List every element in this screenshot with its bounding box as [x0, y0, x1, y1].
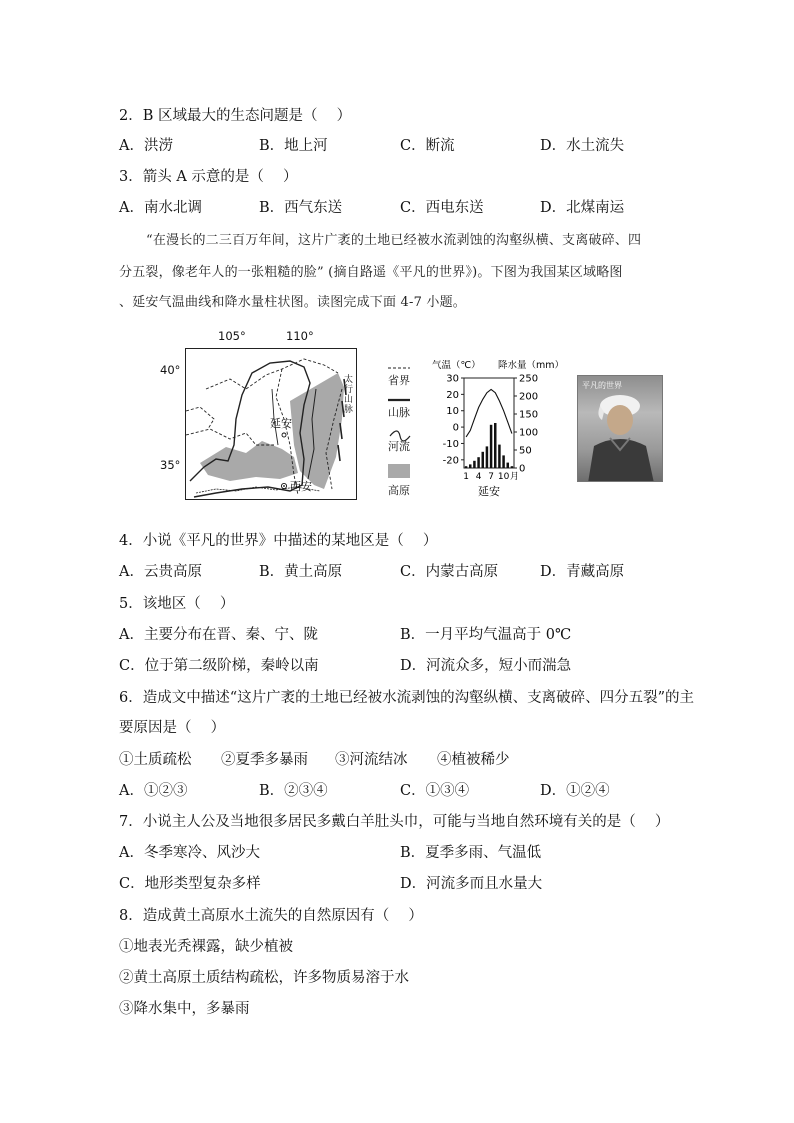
plateau-area-east [290, 373, 344, 489]
q6-options [119, 779, 679, 801]
q2-option-d: D．水土流失 [540, 138, 625, 154]
q2-option-a: A．洪涝 [119, 138, 173, 154]
precip-tick-label: 150 [519, 409, 539, 421]
q5-option-a: A．主要分布在晋、秦、宁、陇 [119, 627, 318, 643]
q6-item-4: ④植被稀少 [437, 752, 510, 768]
temp-tick-label: 30 [446, 373, 459, 385]
legend-plateau: 高原 [388, 484, 410, 497]
temp-tick-label: -20 [442, 455, 459, 467]
q6-item-3: ③河流结冰 [335, 752, 408, 768]
precip-bar-month-6 [486, 446, 489, 468]
map-lon-105: 105° [218, 329, 246, 343]
precip-tick-label: 0 [519, 463, 526, 475]
precip-bar-month-12 [511, 466, 514, 468]
precip-bar-month-8 [494, 423, 497, 468]
month-tick-label: 7 [488, 472, 494, 482]
month-axis-label: 月 [510, 472, 520, 482]
precip-bar-month-2 [469, 464, 472, 468]
q2-stem: 2．B 区域最大的生态问题是（ ） [119, 108, 352, 124]
precip-bar-month-1 [465, 466, 468, 468]
q6-item-1: ①土质疏松 [119, 752, 192, 768]
precip-tick-label: 50 [519, 445, 532, 457]
q4-options [119, 560, 679, 582]
taihang-label: 太行山脉 [344, 375, 354, 415]
q8-item-2: ②黄土高原土质结构疏松，许多物质易溶于水 [119, 970, 409, 986]
legend-boundary: 省界 [388, 374, 410, 387]
q8-item-1: ①地表光秃裸露，缺少植被 [119, 939, 293, 955]
q6-stem-line-2: 要原因是（ ） [119, 720, 226, 736]
precip-bar-month-10 [502, 455, 505, 468]
q3-options [119, 196, 679, 218]
plateau-area-west [200, 441, 298, 481]
q6-items [119, 748, 679, 770]
passage-line-2: 分五裂，像老年人的一张粗糙的脸” (摘自路遥《平凡的世界》)。下图为我国某区域略图 [119, 265, 623, 280]
temp-tick-label: 10 [446, 406, 459, 418]
climate-chart [420, 360, 570, 512]
q7-option-b: B．夏季多雨、气温低 [400, 845, 542, 861]
xian-dot-center [283, 485, 285, 487]
precip-axis-title: 降水量（mm） [498, 360, 565, 371]
q3-option-d: D．北煤南运 [540, 200, 625, 216]
q4-stem: 4．小说《平凡的世界》中描述的某地区是（ ） [119, 533, 438, 549]
precip-tick-label: 250 [519, 373, 539, 385]
temp-tick-label: 20 [446, 389, 459, 401]
q5-option-d: D．河流众多，短小而湍急 [400, 658, 572, 674]
q7-option-d: D．河流多而且水量大 [400, 876, 543, 892]
month-tick-label: 1 [463, 472, 469, 482]
q8-item-3: ③降水集中，多暴雨 [119, 1001, 250, 1017]
month-tick-label: 10 [497, 472, 510, 482]
q7-option-a: A．冬季寒冷、风沙大 [119, 845, 260, 861]
q2-options [119, 134, 679, 156]
q6-option-d: D．①②④ [540, 783, 610, 799]
legend-plateau-symbol [388, 464, 410, 478]
q7-stem: 7．小说主人公及当地很多居民多戴白羊肚头巾，可能与当地自然环境有关的是（ ） [119, 814, 670, 830]
q5-option-b: B．一月平均气温高于 0℃ [400, 627, 572, 643]
precip-bar-month-3 [473, 461, 476, 468]
precip-tick-label: 100 [519, 427, 539, 439]
q3-option-c: C．西电东送 [400, 200, 484, 216]
month-tick-label: 4 [475, 472, 482, 482]
precip-bar-month-9 [498, 445, 501, 468]
xian-label: 西安 [290, 480, 312, 493]
figure-area [158, 326, 678, 516]
q5-option-c: C．位于第二级阶梯，秦岭以南 [119, 658, 319, 674]
map-lat-40: 40° [160, 363, 181, 377]
face [607, 405, 633, 435]
region-map [185, 348, 357, 500]
q5-options-row-1 [119, 623, 679, 645]
person-figure [578, 376, 663, 482]
chart-title: 延安 [478, 485, 500, 498]
temp-tick-label: 0 [452, 422, 459, 434]
body [588, 439, 654, 482]
precip-tick-label: 200 [519, 391, 539, 403]
passage-line-1: “在漫长的二三百万年间，这片广袤的土地已经被水流剥蚀的沟壑纵横、支离破碎、四 [146, 233, 642, 248]
legend-river: 河流 [388, 440, 410, 453]
map-lat-35: 35° [160, 458, 181, 472]
passage-line-3: 、延安气温曲线和降水量柱状图。读图完成下面 4-7 小题。 [119, 295, 466, 310]
province-boundary-5 [186, 407, 214, 429]
q6-option-c: C．①③④ [400, 783, 470, 799]
precip-bar-month-11 [507, 463, 510, 468]
q4-option-c: C．内蒙古高原 [400, 564, 499, 580]
yanan-dot [282, 433, 286, 437]
q6-option-a: A．①②③ [119, 783, 188, 799]
q4-option-d: D．青藏高原 [540, 564, 625, 580]
q6-option-b: B．②③④ [259, 783, 328, 799]
q4-option-a: A．云贵高原 [119, 564, 202, 580]
temperature-curve [466, 390, 512, 437]
q7-option-c: C．地形类型复杂多样 [119, 876, 261, 892]
q6-stem-line-1: 6．造成文中描述“这片广袤的土地已经被水流剥蚀的沟壑纵横、支离破碎、四分五裂”的主 [119, 690, 695, 706]
novel-photo [577, 375, 663, 482]
legend-mountain: 山脉 [388, 406, 410, 419]
q6-item-2: ②夏季多暴雨 [221, 752, 308, 768]
q4-option-b: B．黄土高原 [259, 564, 343, 580]
map-lon-110: 110° [286, 329, 314, 343]
q3-option-b: B．西气东送 [259, 200, 343, 216]
temp-axis-title: 气温（℃） [432, 360, 481, 371]
photo-caption: 平凡的世界 [582, 381, 622, 390]
q5-options-row-2 [119, 654, 679, 676]
temp-tick-label: -10 [442, 438, 459, 450]
precip-bar-month-7 [490, 425, 493, 468]
q2-option-c: C．断流 [400, 138, 455, 154]
q2-option-b: B．地上河 [259, 138, 328, 154]
q3-stem: 3．箭头 A 示意的是（ ） [119, 169, 298, 185]
q7-options-row-2 [119, 872, 679, 894]
precip-bar-month-4 [477, 457, 480, 468]
precip-bar-month-5 [482, 452, 485, 468]
yanan-label: 延安 [270, 417, 292, 430]
q7-options-row-1 [119, 841, 679, 863]
q3-option-a: A．南水北调 [119, 200, 202, 216]
q5-stem: 5．该地区（ ） [119, 596, 235, 612]
q8-stem: 8．造成黄土高原水土流失的自然原因有（ ） [119, 908, 423, 924]
